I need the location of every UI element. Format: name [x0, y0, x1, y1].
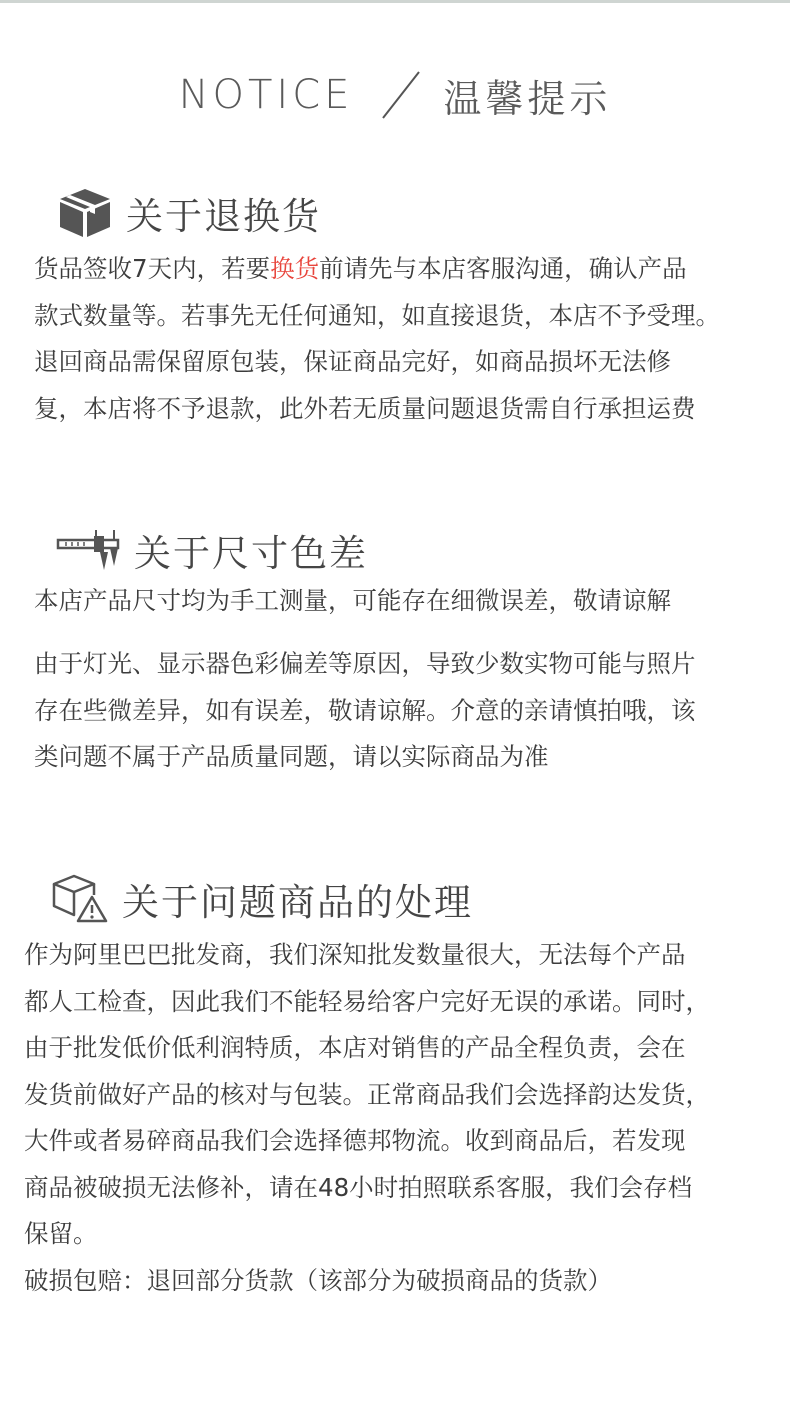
- damage-paragraph: [24, 932, 710, 1304]
- size-paragraph-2: [34, 641, 696, 781]
- returns-title: 关于退换货: [126, 195, 321, 238]
- size-line-3: 存在些微差异，如有误差，敬请谅解。介意的亲请慎拍哦，该: [34, 695, 696, 725]
- notice-header: [0, 70, 790, 120]
- notice-title-cn: 温馨提示: [443, 76, 612, 121]
- box-icon: [58, 187, 112, 239]
- damage-line: 商品被破损无法修补，请在48小时拍照联系客服，我们会存档: [24, 1172, 693, 1202]
- damage-line: 都人工检查，因此我们不能轻易给客户完好无误的承诺。同时，: [24, 986, 710, 1016]
- returns-section-header: [58, 186, 321, 240]
- size-paragraph-1: [34, 578, 671, 625]
- returns-line-1-rest: 前请先与本店客服沟通，确认产品: [319, 254, 687, 283]
- damage-line: 发货前做好产品的核对与包装。正常商品我们会选择韵达发货，: [24, 1079, 710, 1109]
- damage-section-header: [52, 872, 473, 926]
- size-line-4: 类问题不属于产品质量同题，请以实际商品为准: [34, 742, 549, 771]
- damage-line: 大件或者易碎商品我们会选择德邦物流。收到商品后，若发现: [24, 1126, 686, 1155]
- damage-line: 作为阿里巴巴批发商，我们深知批发数量很大，无法每个产品: [24, 940, 686, 969]
- caliper-icon: [56, 526, 120, 574]
- damage-title: 关于问题商品的处理: [122, 881, 473, 924]
- top-divider: [0, 0, 790, 3]
- returns-paragraph: [34, 246, 720, 432]
- size-line-1: 本店产品尺寸均为手工测量，可能存在细微误差，敬请谅解: [34, 586, 671, 615]
- returns-line-3: 退回商品需保留原包装，保证商品完好，如商品损坏无法修: [34, 347, 671, 376]
- warning-box-icon: [52, 873, 108, 925]
- size-line-2: 由于灯光、显示器色彩偏差等原因，导致少数实物可能与照片: [34, 649, 696, 678]
- highlight-exchange: 换货: [270, 254, 320, 283]
- slash-divider-icon: [371, 70, 431, 120]
- damage-line: 保留。: [24, 1219, 98, 1248]
- damage-line: 由于批发低价低利润特质，本店对销售的产品全程负责，会在: [24, 1033, 686, 1062]
- returns-line-1: [34, 246, 720, 293]
- size-section-header: [56, 523, 368, 577]
- damage-compensation-line: 破损包赔：退回部分货款（该部分为破损商品的货款）: [24, 1265, 612, 1295]
- returns-line-2: 款式数量等。若事先无任何通知，如直接退货，本店不予受理。: [34, 300, 720, 330]
- notice-title-en: NOTICE: [178, 72, 354, 118]
- returns-line-1-text: 货品签收7天内，若要: [34, 254, 271, 283]
- returns-line-4: 复，本店将不予退款，此外若无质量问题退货需自行承担运费: [34, 393, 696, 423]
- size-title: 关于尺寸色差: [134, 532, 368, 575]
